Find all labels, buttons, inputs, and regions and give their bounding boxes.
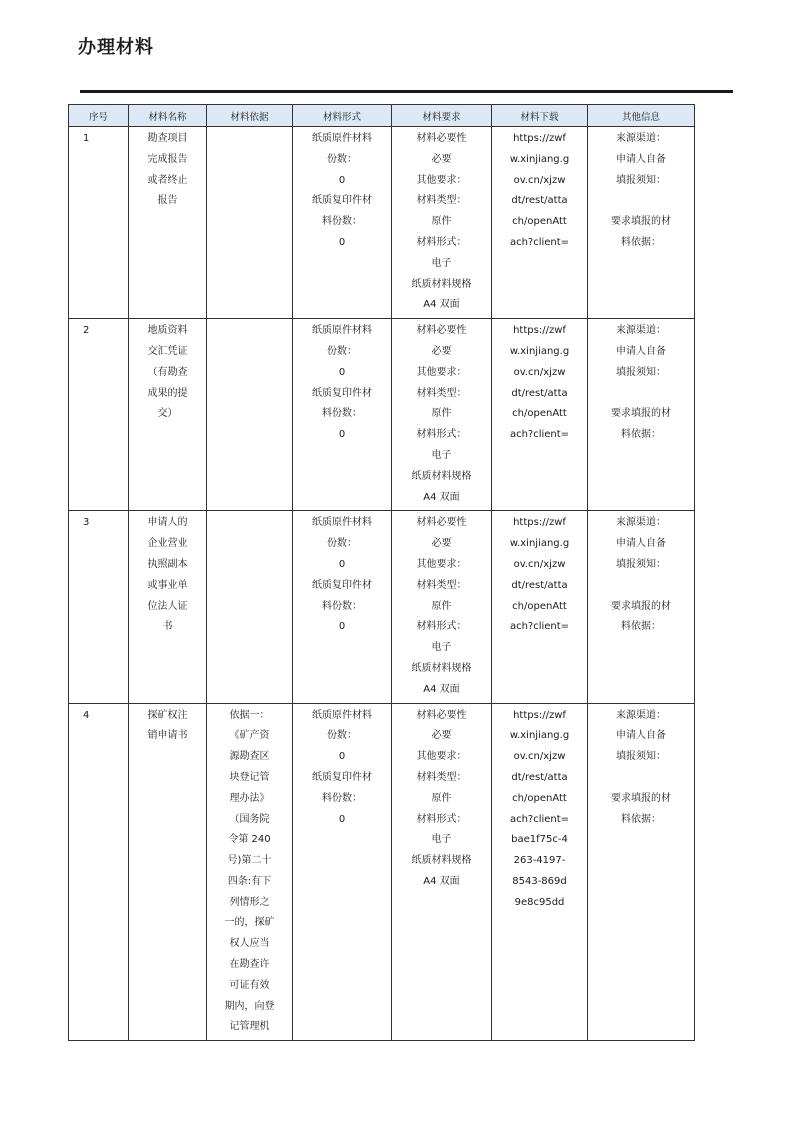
cell-material-download-line[interactable]: ov.cn/xjzw	[513, 366, 566, 378]
cell-seq: 2	[69, 319, 129, 511]
cell-other-info-line: 申请人自备	[616, 345, 666, 357]
cell-material-basis-line: 号)第二十	[227, 855, 272, 867]
cell-material-name-line: 完成报告	[147, 153, 188, 165]
cell-material-form-line: 0	[338, 174, 346, 186]
cell-material-requirement-line: 原件	[431, 792, 452, 804]
cell-material-requirement-line: 材料必要性	[416, 325, 467, 337]
cell-material-requirement	[392, 319, 492, 511]
cell-material-download-line[interactable]: ov.cn/xjzw	[513, 174, 566, 186]
cell-material-requirement-line: 其他要求：	[416, 174, 467, 186]
cell-material-download-line[interactable]: dt/rest/atta	[511, 195, 568, 207]
cell-other-info-line: 料依据：	[621, 813, 661, 825]
cell-material-requirement-line: 纸质材料规格	[411, 662, 472, 674]
cell-material-requirement-line: 材料必要性	[416, 709, 467, 721]
cell-material-form-line: 份数：	[327, 345, 357, 357]
cell-material-name-line: （有勘查	[147, 366, 188, 378]
cell-material-name-line: 交）	[157, 408, 178, 420]
cell-material-form-line: 纸质原件材料	[312, 517, 372, 529]
cell-material-form-line: 份数：	[327, 153, 357, 165]
cell-material-name-line: 报告	[157, 195, 178, 207]
cell-material-download	[492, 319, 588, 511]
cell-material-form-line: 料份数：	[322, 600, 362, 612]
cell-material-requirement-line: 必要	[431, 730, 452, 742]
cell-material-download-line[interactable]: w.xinjiang.g	[509, 153, 570, 165]
cell-material-form	[293, 319, 392, 511]
cell-material-download-line[interactable]: ach?client=	[509, 236, 570, 248]
cell-material-form-line: 0	[338, 429, 346, 441]
cell-material-name	[129, 703, 207, 1041]
cell-material-form-line: 0	[338, 751, 346, 763]
header-material-requirement: 材料要求	[392, 105, 492, 127]
cell-material-requirement-line: A4 双面	[423, 875, 460, 887]
cell-material-basis	[207, 703, 293, 1041]
cell-material-basis-line: 记管理机	[229, 1021, 270, 1033]
cell-material-basis-line: 理办法》	[229, 792, 270, 804]
cell-material-basis-line: 一的，探矿	[224, 917, 275, 929]
cell-material-requirement-line: 材料必要性	[416, 133, 467, 144]
cell-material-form-line: 纸质原件材料	[312, 709, 372, 721]
cell-material-form-line: 料份数：	[322, 792, 362, 804]
cell-other-info-line: 来源渠道：	[616, 709, 666, 721]
table-header-row	[69, 105, 695, 127]
cell-material-name-line: 执照副本	[147, 558, 188, 570]
cell-material-form-line: 纸质复印件材	[312, 195, 372, 207]
cell-material-requirement-line: 电子	[431, 257, 452, 269]
cell-material-name-line: 销申请书	[147, 730, 188, 742]
cell-material-requirement-line: 材料形式：	[416, 429, 467, 441]
cell-material-requirement-line: 其他要求：	[416, 366, 467, 378]
cell-material-requirement-line: 电子	[431, 642, 452, 654]
cell-material-requirement-line: 材料形式：	[416, 621, 467, 633]
cell-material-download-line[interactable]: dt/rest/atta	[511, 771, 568, 783]
cell-material-form-line: 纸质复印件材	[312, 771, 372, 783]
cell-material-requirement	[392, 511, 492, 703]
cell-material-name	[129, 511, 207, 703]
cell-material-form-line: 纸质复印件材	[312, 579, 372, 591]
table-row	[69, 319, 695, 511]
cell-material-download-line[interactable]: ach?client=	[509, 429, 570, 441]
cell-material-basis-line: 《矿产资	[229, 730, 270, 742]
cell-other-info-line: 申请人自备	[616, 538, 666, 550]
cell-material-requirement-line: 材料类型：	[416, 771, 467, 783]
cell-material-download	[492, 127, 588, 319]
cell-material-requirement-line: 纸质材料规格	[411, 855, 472, 867]
materials-table	[68, 104, 695, 1041]
cell-other-info-line: 料依据：	[621, 429, 661, 441]
cell-material-requirement-line: 材料类型：	[416, 387, 467, 399]
cell-material-basis-line: 列情形之	[229, 896, 270, 908]
cell-material-form	[293, 511, 392, 703]
page-title: 办理材料	[78, 37, 154, 58]
cell-material-name-line: 书	[162, 621, 173, 633]
cell-material-form-line: 份数：	[327, 538, 357, 550]
header-other-info: 其他信息	[588, 105, 695, 127]
cell-material-download-line[interactable]: https://zwf	[513, 133, 566, 144]
cell-other-info-line: 填报须知：	[616, 558, 666, 570]
table-row	[69, 511, 695, 703]
cell-material-requirement	[392, 703, 492, 1041]
cell-material-basis	[207, 511, 293, 703]
cell-material-download	[492, 703, 588, 1041]
cell-material-form-line: 料份数：	[322, 216, 362, 228]
cell-material-requirement-line: 材料形式：	[416, 813, 467, 825]
cell-material-requirement-line: 原件	[431, 600, 452, 612]
cell-material-name-line: 申请人的	[147, 517, 188, 529]
cell-material-name-line: 成果的提	[147, 387, 188, 399]
cell-material-download	[492, 511, 588, 703]
cell-material-download-line[interactable]: ch/openAtt	[512, 600, 567, 612]
cell-material-form-line: 0	[338, 236, 346, 248]
cell-material-form	[293, 127, 392, 319]
cell-material-requirement-line: 电子	[431, 834, 452, 846]
cell-material-form-line: 0	[338, 558, 346, 570]
cell-material-form-line: 0	[338, 813, 346, 825]
cell-material-name-line: 企业营业	[147, 538, 188, 550]
cell-seq: 4	[69, 703, 129, 1041]
cell-material-download-line[interactable]: w.xinjiang.g	[509, 345, 570, 357]
cell-material-requirement-line: 必要	[431, 538, 452, 550]
cell-material-form-line: 0	[338, 621, 346, 633]
cell-material-name-line: 位法人证	[147, 600, 188, 612]
cell-material-requirement-line: A4 双面	[423, 491, 460, 503]
cell-seq: 3	[69, 511, 129, 703]
cell-material-requirement-line: 纸质材料规格	[411, 470, 472, 482]
table-row	[69, 703, 695, 1041]
cell-material-requirement-line: 纸质材料规格	[411, 278, 472, 290]
cell-other-info-line: 填报须知：	[616, 366, 666, 378]
cell-material-download-line[interactable]: ov.cn/xjzw	[513, 751, 566, 763]
cell-material-basis-line: 期内，向登	[224, 1000, 275, 1012]
cell-material-form-line: 纸质原件材料	[312, 325, 372, 337]
cell-material-download-line[interactable]: ov.cn/xjzw	[513, 558, 566, 570]
cell-material-form-line: 纸质原件材料	[312, 133, 372, 144]
cell-material-basis-line: 四条:有下	[227, 875, 272, 887]
cell-material-form	[293, 703, 392, 1041]
cell-material-requirement-line: 其他要求：	[416, 558, 467, 570]
cell-material-requirement-line: 材料必要性	[416, 517, 467, 529]
cell-material-form-line: 料份数：	[322, 408, 362, 420]
cell-material-requirement-line: A4 双面	[423, 299, 460, 311]
cell-material-download-line[interactable]: ach?client=	[509, 813, 570, 825]
cell-other-info-line: 来源渠道：	[616, 517, 666, 529]
cell-seq: 1	[69, 127, 129, 319]
cell-material-basis	[207, 127, 293, 319]
cell-material-basis-line: 依据一：	[229, 709, 270, 721]
cell-material-download-line[interactable]: https://zwf	[513, 325, 566, 337]
cell-material-download-line[interactable]: 9e8c95dd	[514, 896, 565, 908]
cell-material-form-line: 0	[338, 366, 346, 378]
cell-other-info-line: 填报须知：	[616, 174, 666, 186]
cell-other-info	[588, 703, 695, 1041]
cell-material-requirement-line: 材料形式：	[416, 236, 467, 248]
cell-other-info-line: 料依据：	[621, 236, 661, 248]
cell-other-info-line: 要求填报的材	[611, 600, 671, 612]
cell-material-requirement-line: 其他要求：	[416, 751, 467, 763]
cell-material-basis-line: 令第 240	[228, 834, 271, 846]
cell-material-name	[129, 127, 207, 319]
cell-other-info-line: 料依据：	[621, 621, 661, 633]
cell-other-info-line: 要求填报的材	[611, 792, 671, 804]
cell-material-requirement-line: 原件	[431, 216, 452, 228]
cell-material-basis-line: 在勘查许	[229, 959, 270, 971]
cell-other-info-line: 申请人自备	[616, 153, 666, 165]
header-material-name: 材料名称	[129, 105, 207, 127]
cell-material-basis-line: 块登记管	[229, 771, 270, 783]
cell-material-download-line[interactable]: https://zwf	[513, 709, 566, 721]
cell-material-download-line[interactable]: 8543-869d	[512, 875, 567, 887]
header-material-download: 材料下载	[492, 105, 588, 127]
cell-material-download-line[interactable]: w.xinjiang.g	[509, 730, 570, 742]
cell-material-download-line[interactable]: ch/openAtt	[512, 792, 567, 804]
cell-material-form-line: 份数：	[327, 730, 357, 742]
cell-other-info	[588, 511, 695, 703]
cell-material-requirement-line: 必要	[431, 153, 452, 165]
cell-material-name-line: 探矿权注	[147, 709, 188, 721]
cell-other-info-line: 要求填报的材	[611, 216, 671, 228]
cell-material-download-line[interactable]: 263-4197-	[513, 855, 566, 867]
cell-material-basis-line: 权人应当	[229, 938, 270, 950]
cell-material-download-line[interactable]: ach?client=	[509, 621, 570, 633]
cell-material-requirement-line: 材料类型：	[416, 579, 467, 591]
cell-material-name-line: 勘查项目	[147, 133, 188, 144]
cell-material-basis-line: （国务院	[229, 813, 270, 825]
cell-material-download-line[interactable]: bae1f75c-4	[511, 834, 568, 846]
cell-other-info-line: 来源渠道：	[616, 133, 666, 144]
cell-material-name-line: 或事业单	[147, 579, 188, 591]
cell-other-info	[588, 127, 695, 319]
cell-material-download-line[interactable]: ch/openAtt	[512, 408, 567, 420]
cell-material-basis-line: 源勘查区	[229, 751, 270, 763]
cell-material-requirement-line: 材料类型：	[416, 195, 467, 207]
header-material-basis: 材料依据	[207, 105, 293, 127]
cell-material-download-line[interactable]: dt/rest/atta	[511, 387, 568, 399]
cell-material-name-line: 地质资料	[147, 325, 188, 337]
cell-material-name-line: 交汇凭证	[147, 345, 188, 357]
cell-material-basis	[207, 319, 293, 511]
cell-other-info-line: 来源渠道：	[616, 325, 666, 337]
cell-material-name-line: 或者终止	[147, 174, 188, 186]
cell-material-form-line: 纸质复印件材	[312, 387, 372, 399]
cell-material-download-line[interactable]: https://zwf	[513, 517, 566, 529]
cell-other-info	[588, 319, 695, 511]
cell-material-requirement	[392, 127, 492, 319]
header-material-form: 材料形式	[293, 105, 392, 127]
cell-material-download-line[interactable]: ch/openAtt	[512, 216, 567, 228]
cell-material-name	[129, 319, 207, 511]
table-row	[69, 127, 695, 319]
cell-material-requirement-line: 必要	[431, 345, 452, 357]
cell-material-download-line[interactable]: w.xinjiang.g	[509, 538, 570, 550]
cell-material-requirement-line: 原件	[431, 408, 452, 420]
cell-material-requirement-line: A4 双面	[423, 683, 460, 695]
cell-material-requirement-line: 电子	[431, 449, 452, 461]
cell-material-basis-line: 可证有效	[229, 979, 270, 991]
cell-other-info-line: 要求填报的材	[611, 408, 671, 420]
cell-material-download-line[interactable]: dt/rest/atta	[511, 579, 568, 591]
title-divider	[80, 90, 733, 93]
cell-other-info-line: 填报须知：	[616, 751, 666, 763]
cell-other-info-line: 申请人自备	[616, 730, 666, 742]
header-seq: 序号	[69, 105, 129, 127]
